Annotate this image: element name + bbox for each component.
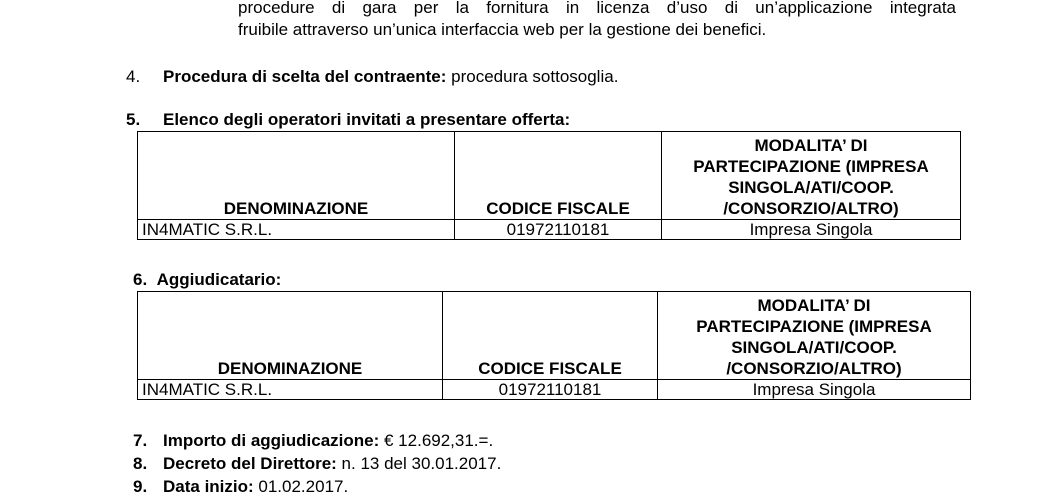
- header-modalita-line: PARTECIPAZIONE (IMPRESA: [693, 157, 929, 176]
- header-denominazione: DENOMINAZIONE: [138, 132, 455, 220]
- invited-operators-table: [137, 131, 961, 240]
- cell-codice-fiscale: 01972110181: [443, 380, 658, 400]
- item-6-label: Aggiudicatario:: [156, 270, 282, 289]
- header-codice-fiscale: CODICE FISCALE: [455, 132, 662, 220]
- table-row: [138, 380, 971, 400]
- header-modalita: [662, 132, 961, 220]
- item-4-label: Procedura di scelta del contraente:: [163, 67, 447, 86]
- item-7: [163, 431, 493, 451]
- awardee-table: [137, 291, 971, 400]
- cell-denominazione: IN4MATIC S.R.L.: [138, 220, 455, 240]
- cell-modalita: Impresa Singola: [662, 220, 961, 240]
- item-6-number: 6.: [133, 270, 148, 289]
- item-6: [133, 270, 281, 290]
- header-modalita-line: /CONSORZIO/ALTRO): [723, 199, 899, 218]
- header-modalita-line: PARTECIPAZIONE (IMPRESA: [696, 317, 932, 336]
- table-header-row: [138, 132, 961, 220]
- item-4-number: 4.: [126, 67, 141, 86]
- header-modalita: [658, 292, 971, 380]
- cell-codice-fiscale: 01972110181: [455, 220, 662, 240]
- header-modalita-line: /CONSORZIO/ALTRO): [726, 359, 902, 378]
- item-5-label: Elenco degli operatori invitati a presentare offerta:: [163, 110, 571, 129]
- item-7-label: Importo di aggiudicazione:: [163, 431, 380, 450]
- item-4: [163, 67, 618, 87]
- item-9: [163, 477, 348, 497]
- header-codice-fiscale: CODICE FISCALE: [443, 292, 658, 380]
- item-7-value: € 12.692,31.=.: [379, 431, 494, 450]
- header-denominazione: DENOMINAZIONE: [138, 292, 443, 380]
- header-modalita-line: MODALITA’ DI: [757, 296, 871, 315]
- item-8: [163, 454, 501, 474]
- item-9-value: 01.02.2017.: [253, 477, 349, 496]
- table-row: [138, 220, 961, 240]
- header-modalita-line: SINGOLA/ATI/COOP.: [731, 338, 897, 357]
- item-7-number: 7.: [133, 431, 148, 450]
- item-5-number: 5.: [126, 110, 141, 129]
- item-8-value: n. 13 del 30.01.2017.: [336, 454, 502, 473]
- item-8-number: 8.: [133, 454, 148, 473]
- item-9-number: 9.: [133, 477, 148, 496]
- item-4-value: procedura sottosoglia.: [446, 67, 619, 86]
- header-modalita-line: SINGOLA/ATI/COOP.: [728, 178, 894, 197]
- item-9-label: Data inizio:: [163, 477, 254, 496]
- intro-line-1: procedure di gara per la fornitura in licenza d’uso di un’applicazione integrata: [238, 0, 956, 17]
- table-header-row: [138, 292, 971, 380]
- header-modalita-line: MODALITA’ DI: [754, 136, 868, 155]
- item-8-label: Decreto del Direttore:: [163, 454, 337, 473]
- intro-line-2: fruibile attraverso un’unica interfaccia web per la gestione dei benefici.: [238, 20, 767, 39]
- cell-modalita: Impresa Singola: [658, 380, 971, 400]
- cell-denominazione: IN4MATIC S.R.L.: [138, 380, 443, 400]
